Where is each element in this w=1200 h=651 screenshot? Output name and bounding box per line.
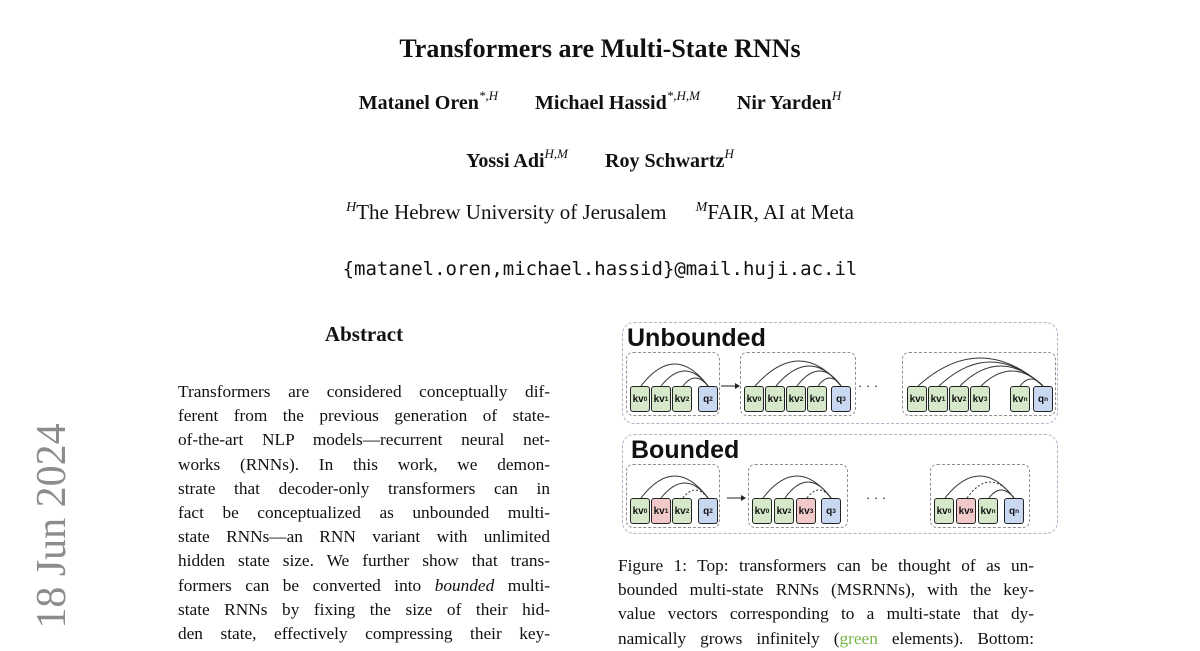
contact-email[interactable]: {matanel.oren,michael.hassid}@mail.huji.ac.il (342, 258, 858, 280)
bounded-label: Bounded (631, 436, 740, 464)
paper-title: Transformers are Multi-State RNNs (399, 34, 801, 63)
abstract-heading: Abstract (324, 322, 404, 346)
author[interactable]: Matanel Oren$^{*,H}$ (358, 88, 499, 114)
kv-token: kv 2 (672, 386, 692, 412)
abstract-line: strate that decoder-only transformers can in (178, 478, 550, 498)
unbounded-label: Unbounded (627, 324, 766, 352)
affiliation: $^H$The Hebrew University of Jerusalem (346, 200, 667, 224)
abstract-line: works (RNNs). In this work, we demon- (178, 454, 550, 474)
caption-green-word: green (839, 628, 878, 648)
kv-token: kv 3 (807, 386, 827, 412)
abstract-line: fact be conceptualized as unbounded multi- (178, 502, 550, 522)
abstract-line: formers can be converted into bounded multi- (178, 575, 551, 595)
kv-token: kv 0 (907, 386, 927, 412)
caption-line: bounded multi-state RNNs (MSRNNs), with the key- (618, 580, 1034, 600)
kv-token: kv 1 (928, 386, 948, 412)
author[interactable]: Nir Yarden$^H$ (736, 88, 842, 114)
author[interactable]: Yossi Adi$^{H,M}$ (466, 146, 568, 172)
abstract-line: state RNNs by fixing the size of their hid- (178, 599, 550, 619)
kv-token: kv 1 (651, 386, 671, 412)
kv-token: kv 2 (949, 386, 969, 412)
kv-token: kv 2 (672, 498, 692, 524)
arxiv-date-text: 18 Jun 2024 (29, 423, 75, 629)
kv-token: kv 0 (630, 498, 650, 524)
author[interactable]: Roy Schwartz$^H$ (605, 146, 734, 172)
query-token: q 3 (831, 386, 851, 412)
kv-token: kv 3 (970, 386, 990, 412)
caption-line: namically grows infinitely (green elements). Bottom: (618, 628, 1034, 648)
query-token: q 2 (698, 498, 718, 524)
evicted-kv-token: kv 3 (796, 498, 816, 524)
abstract-line: of-the-art NLP models—recurrent neural net- (178, 430, 550, 450)
evicted-kv-token: kv 1 (651, 498, 671, 524)
kv-token: kv 0 (630, 386, 650, 412)
query-token: q 2 (698, 386, 718, 412)
figure-caption (618, 554, 1034, 651)
caption-line: value vectors corresponding to a multi-state that dy- (618, 604, 1034, 624)
kv-token: kv 0 (934, 498, 954, 524)
abstract-line: Transformers are considered conceptually dif- (178, 382, 550, 401)
bounded-ellipsis: · · · (866, 490, 887, 505)
affiliation: $^M$FAIR, AI at Meta (695, 200, 854, 224)
abstract-line: ferent from the previous generation of state- (178, 406, 550, 426)
query-token: q n (1004, 498, 1024, 524)
kv-token: kv 1 (765, 386, 785, 412)
abstract-line: hidden state size. We further show that trans- (178, 551, 550, 571)
caption-line: Figure 1: Top: transformers can be thought of as un- (618, 556, 1034, 575)
kv-token: kv n (978, 498, 998, 524)
query-token: q 3 (821, 498, 841, 524)
kv-token: kv 0 (744, 386, 764, 412)
query-token: q n (1033, 386, 1053, 412)
kv-token: kv 0 (752, 498, 772, 524)
kv-token: kv 2 (786, 386, 806, 412)
author[interactable]: Michael Hassid$^{*,H,M}$ (535, 88, 700, 114)
kv-token: kv n (1010, 386, 1030, 412)
kv-token: kv 2 (774, 498, 794, 524)
abstract-line: den state, effectively compressing their key- (178, 623, 550, 643)
abstract-line: state RNNs—an RNN variant with unlimited (178, 527, 550, 547)
evicted-kv-token: kv 9 (956, 498, 976, 524)
unbounded-ellipsis: · · · (858, 378, 879, 393)
